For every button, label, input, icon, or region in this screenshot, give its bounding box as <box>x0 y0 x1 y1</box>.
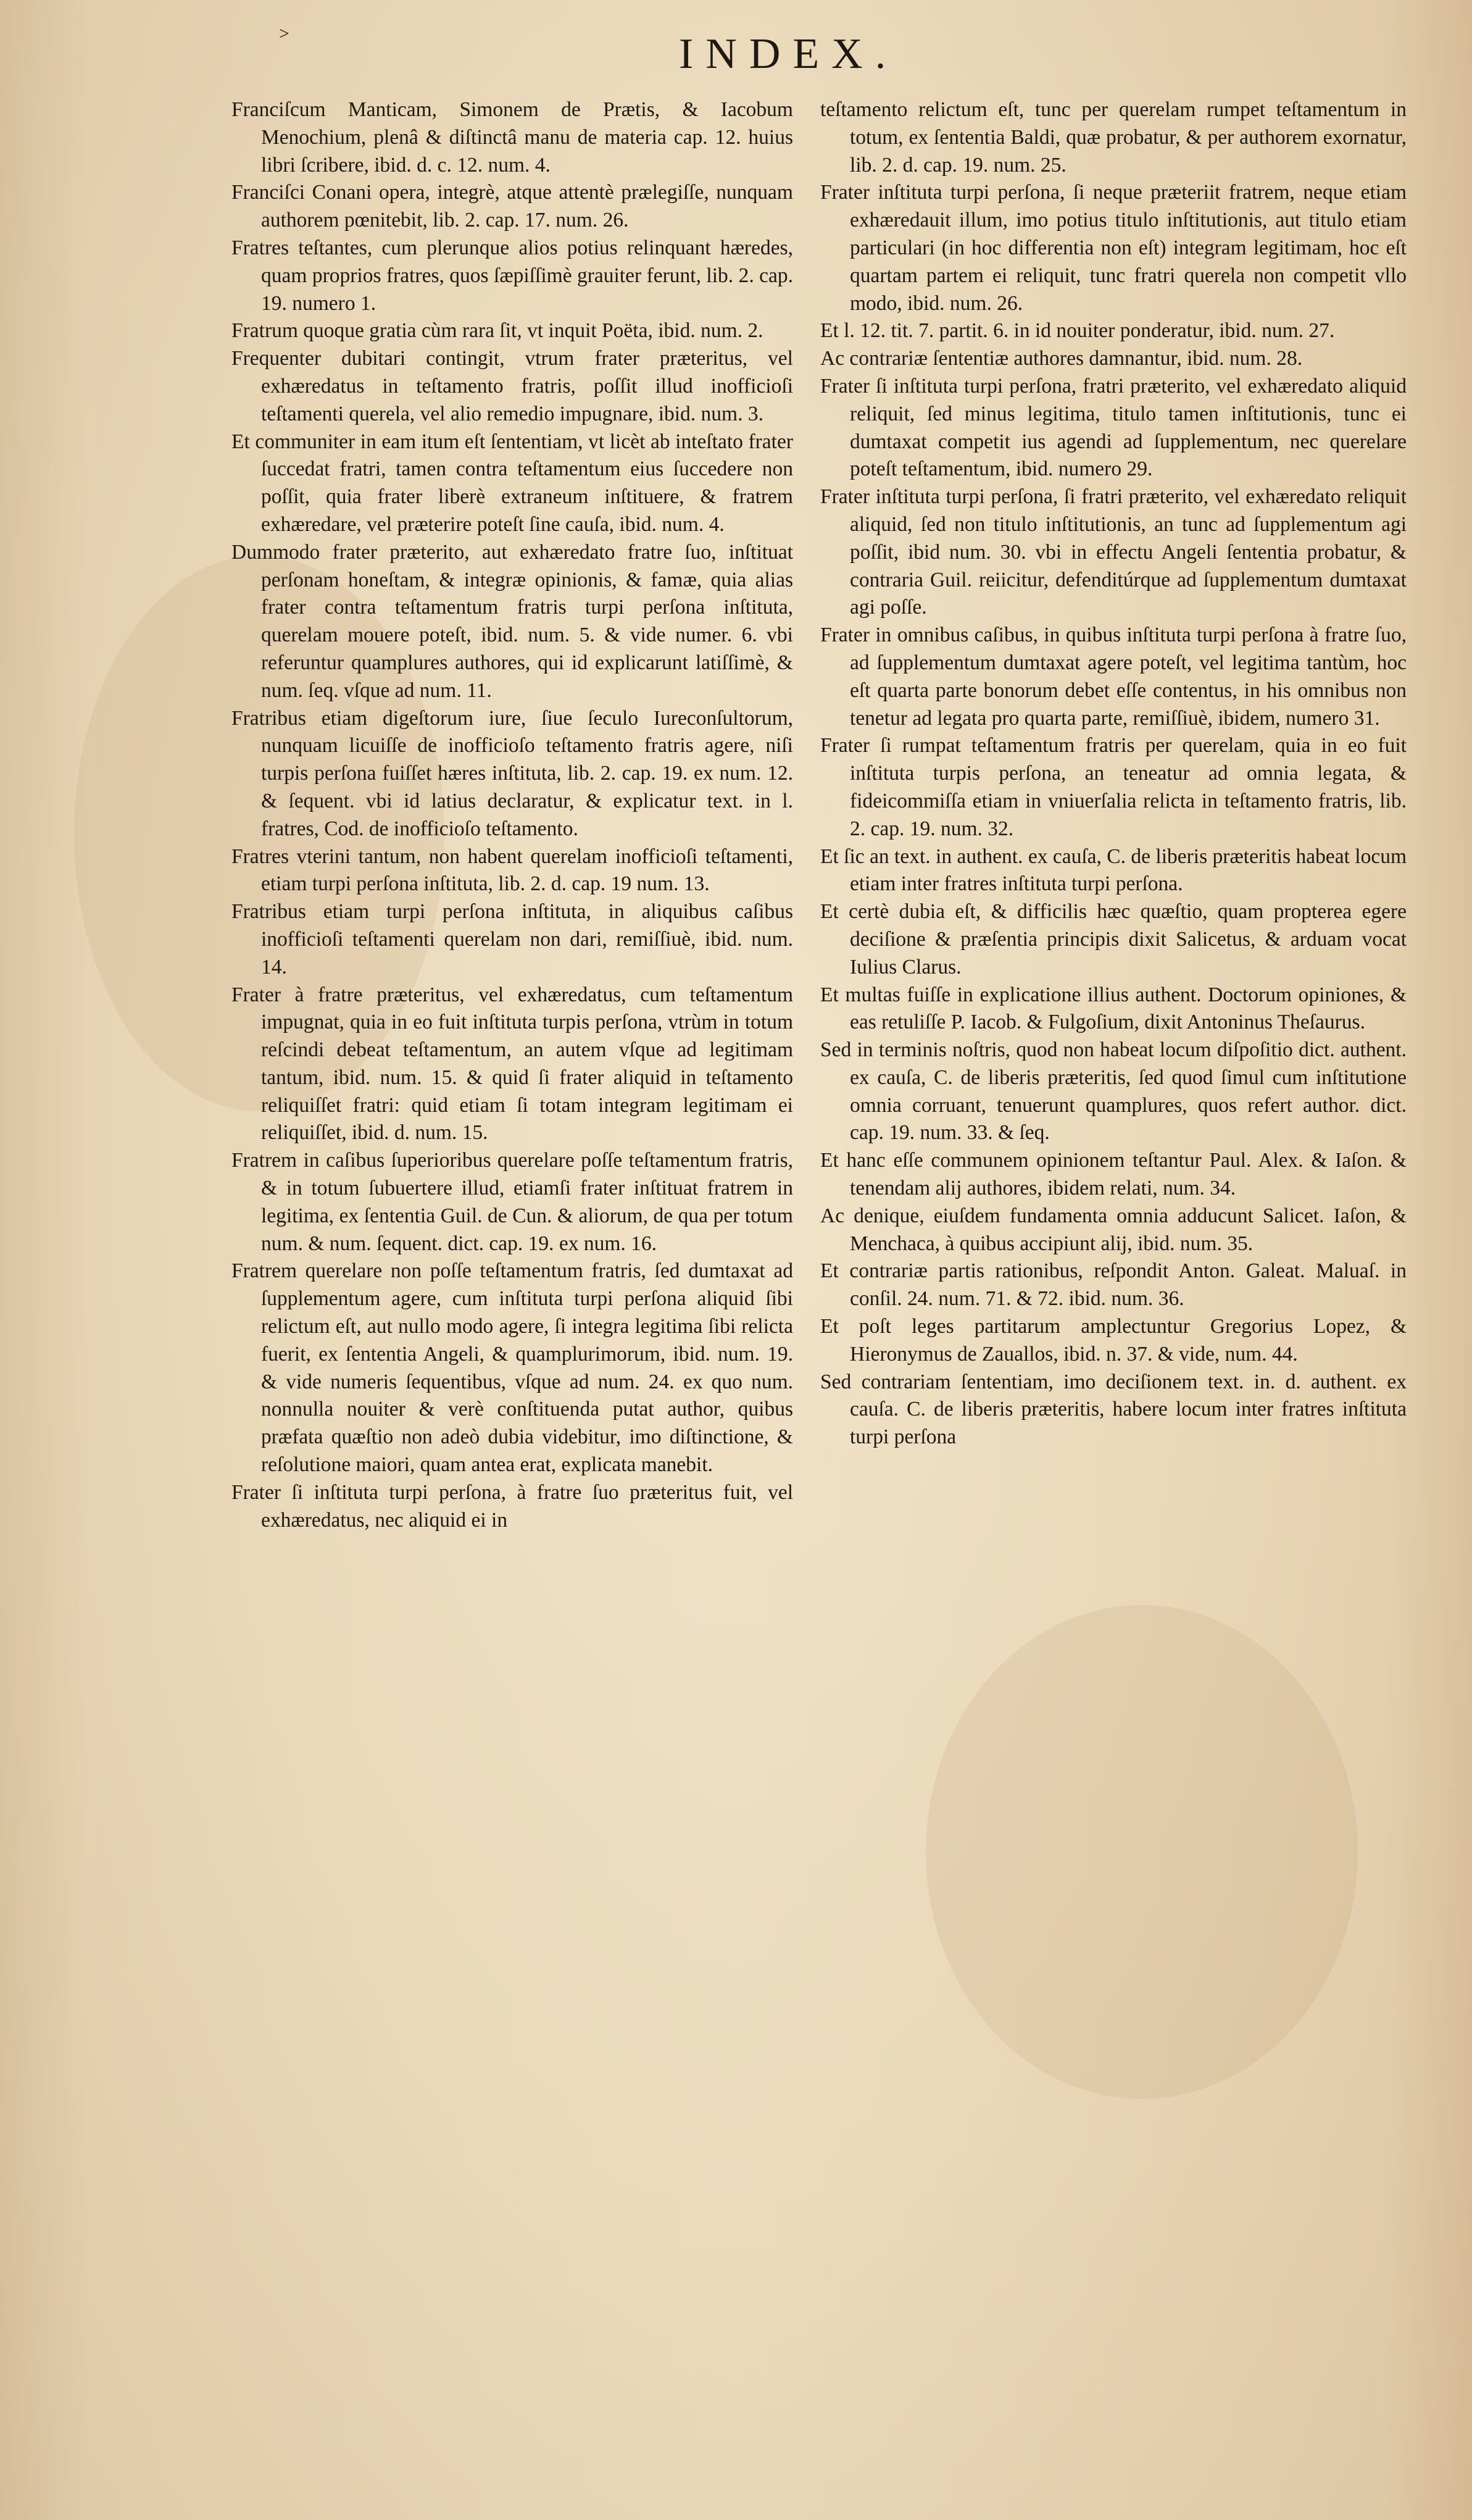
index-entry: Fratrem querelare non poſſe teſtamentum fratris, ſed dumtaxat ad ſupplementum agere, cum inſtituta turpi perſona aliquid ſibi relictum eſt, aut nullo modo agere, ſi integra legitima ſibi relicta fuerit, ex ſententia Angeli, & quamplurimorum, ibid. num. 19. & vide numeris ſequentibus, vſque ad num. 24. ex quo num. nonnulla nouiter & verè conſtituenda putat author, quibus præfata quæſtio non adeò dubia videbitur, imo diſtinctione, & reſolutione maiori, quam antea erat, explicata manebit. <box>231 1259 793 1477</box>
index-entry: Fratres teſtantes, cum plerunque alios potius relinquant hæredes, quam proprios fratres, quos ſæpiſſimè grauiter ferunt, lib. 2. cap. 19. numero 1. <box>231 236 793 315</box>
index-entry: Fratrum quoque gratia cùm rara ſit, vt inquit Poëta, ibid. num. 2. <box>231 319 763 343</box>
index-entry: Et communiter in eam itum eſt ſententiam, vt licèt ab inteſtato frater ſuccedat fratri, tamen contra teſtamentum eius ſuccedere non poſſit, quia frater liberè extraneum inſtituere, & fratrem exhæredare, vel præterire poteſt ſine cauſa, ibid. num. 4. <box>231 430 793 536</box>
index-entry: Ac contrariæ ſententiæ authores damnantur, ibid. num. 28. <box>820 347 1303 370</box>
index-entry: Et poſt leges partitarum amplectuntur Gregorius Lopez, & Hieronymus de Zauallos, ibid. n. 37. & vide, num. 44. <box>820 1315 1407 1366</box>
index-entry: Dummodo frater præterito, aut exhæredato fratre ſuo, inſtituat perſonam honeſtam, & integræ opinionis, & famæ, quia alias frater contra teſtamentum fratris turpi perſona inſtituta, querelam mouere poteſt, ibid. num. 5. & vide numer. 6. vbi referuntur quamplures authores, qui id explicarunt latiſſimè, & num. ſeq. vſque ad num. 11. <box>231 540 793 702</box>
index-entry: Fratribus etiam turpi perſona inſtituta, in aliquibus caſibus inofficioſi teſtamenti querelam non dari, remiſſiuè, ibid. num. 14. <box>231 900 793 978</box>
index-entry: Frater ſi inſtituta turpi perſona, à fratre ſuo præteritus fuit, vel exhæredatus, nec aliquid ei in <box>231 1480 793 1532</box>
index-entry: Sed contrariam ſententiam, imo deciſionem text. in. d. authent. ex cauſa. C. de liberis præteritis, habere locum inter fratres inſtituta turpi perſona <box>820 1370 1407 1449</box>
index-entry: Et certè dubia eſt, & difficilis hæc quæſtio, quam propterea egere deciſione & præſentia principis dixit Salicetus, & arduam vocat Iulius Clarus. <box>820 900 1407 978</box>
index-entry: Frater inſtituta turpi perſona, ſi neque præteriit fratrem, neque etiam exhæredauit illum, imo potius titulo inſtitutionis, aut titulo etiam particulari (in hoc differentia non eſt) integram legitimam, hoc eſt quartam partem ei reliquit, tunc fratri querela non competit vllo modo, ibid. num. 26. <box>820 181 1407 315</box>
index-entry: Frater inſtituta turpi perſona, ſi fratri præterito, vel exhæredato reliquit aliquid, ſed non titulo inſtitutionis, an tunc ad ſupplementum agi poſſit, ibid num. 30. vbi in effectu Angeli ſententia probatur, & contraria Guil. reiicitur, defenditúrque ad ſupplementum dumtaxat agi poſſe. <box>820 485 1407 619</box>
index-entry: Franciſcum Manticam, Simonem de Prætis, & Iacobum Menochium, plenâ & diſtinctâ manu de materia cap. 12. huius libri ſcribere, ibid. d. c. 12. num. 4. <box>231 98 793 177</box>
index-entry: Frequenter dubitari contingit, vtrum frater præteritus, vel exhæredatus in teſtamento fratris, poſſit illud inofficioſi teſtamenti querela, vel alio remedio impugnare, ibid. num. 3. <box>231 347 793 425</box>
index-entry: Et contrariæ partis rationibus, reſpondit Anton. Galeat. Maluaſ. in conſil. 24. num. 71. & 72. ibid. num. 36. <box>820 1259 1407 1311</box>
paper-stain <box>926 1605 1358 2099</box>
index-entry: Fratribus etiam digeſtorum iure, ſiue ſeculo Iureconſultorum, nunquam licuiſſe de inofficioſo teſtamento fratris agere, niſi turpis perſona fuiſſet hæres inſtituta, lib. 2. cap. 19. ex num. 12. & ſequent. vbi id latius declaratur, & explicatur text. in l. fratres, Cod. de inofficioſo teſtamento. <box>231 706 793 840</box>
index-entry: Et multas fuiſſe in explicatione illius authent. Doctorum opiniones, & eas retuliſſe P. Iacob. & Fulgoſium, dixit Antoninus Theſaurus. <box>820 983 1407 1034</box>
index-entry: Fratres vterini tantum, non habent querelam inofficioſi teſtamenti, etiam turpi perſona inſtituta, lib. 2. d. cap. 19 num. 13. <box>231 845 793 896</box>
index-entry-continuation: teſtamento relictum eſt, tunc per querelam rumpet teſtamentum in totum, ex ſententia Baldi, quæ probatur, & per authorem exornatur, lib. 2. d. cap. 19. num. 25. <box>820 98 1407 177</box>
index-entry: Et l. 12. tit. 7. partit. 6. in id nouiter ponderatur, ibid. num. 27. <box>820 319 1335 343</box>
left-column <box>231 96 793 1534</box>
index-entry: Et hanc eſſe communem opinionem teſtantur Paul. Alex. & Iaſon. & tenendam alij authores, ibidem relati, num. 34. <box>820 1149 1407 1200</box>
index-entry: Frater ſi inſtituta turpi perſona, fratri præterito, vel exhæredato aliquid reliquit, ſed minus legitima, titulo tamen inſtitutionis, tunc ei dumtaxat competit ius agendi ad ſupplementum, nec querelare poteſt teſtamentum, ibid. numero 29. <box>820 374 1407 481</box>
index-entry: Sed in terminis noſtris, quod non habeat locum diſpoſitio dict. authent. ex cauſa, C. de liberis præteritis, ſed quod ſimul cum inſtitutione omnia corruant, tenuerunt quamplures, quos refert author. dict. cap. 19. num. 33. & ſeq. <box>820 1038 1407 1145</box>
index-entry: Ac denique, eiuſdem fundamenta omnia adducunt Salicet. Iaſon, & Menchaca, à quibus accipiunt alij, ibid. num. 35. <box>820 1204 1407 1255</box>
index-entry: Frater à fratre præteritus, vel exhæredatus, cum teſtamentum impugnat, quia in eo fuit inſtituta turpis perſona, vtrùm in totum reſcindi debeat teſtamentum, an autem vſque ad legitimam tantum, ibid. num. 15. & quid ſi frater aliquid in teſtamento reliquiſſet fratri: quid etiam ſi totam integram legitimam ei reliquiſſet, ibid. d. num. 15. <box>231 983 793 1145</box>
corner-mark: ˃ <box>279 23 289 44</box>
index-entry: Franciſci Conani opera, integrè, atque attentè prælegiſſe, nunquam authorem pœnitebit, lib. 2. cap. 17. num. 26. <box>231 181 793 232</box>
right-column <box>820 96 1407 1451</box>
index-entry: Et ſic an text. in authent. ex cauſa, C. de liberis præteritis habeat locum etiam inter fratres inſtituta turpi perſona. <box>820 845 1407 896</box>
index-entry: Fratrem in caſibus ſuperioribus querelare poſſe teſtamentum fratris, & in totum ſubuertere illud, etiamſi frater inſtituat fratrem in legitima, ex ſententia Guil. de Cun. & aliorum, de qua per totum num. & num. ſequent. dict. cap. 19. ex num. 16. <box>231 1149 793 1255</box>
index-entry: Frater in omnibus caſibus, in quibus inſtituta turpi perſona à fratre ſuo, ad ſupplementum dumtaxat agere poteſt, vel legitima tantùm, hoc eſt quarta parte bonorum debet eſſe contentus, in his omnibus non tenetur ad legata pro quarta parte, remiſſiuè, ibidem, numero 31. <box>820 624 1407 730</box>
page-title: INDEX. <box>679 30 899 78</box>
index-entry: Frater ſi rumpat teſtamentum fratris per querelam, quia in eo fuit inſtituta turpis perſona, an teneatur ad omnia legata, & fideicommiſſa etiam in vniuerſalia relicta in teſtamento fratris, lib. 2. cap. 19. num. 32. <box>820 734 1407 840</box>
